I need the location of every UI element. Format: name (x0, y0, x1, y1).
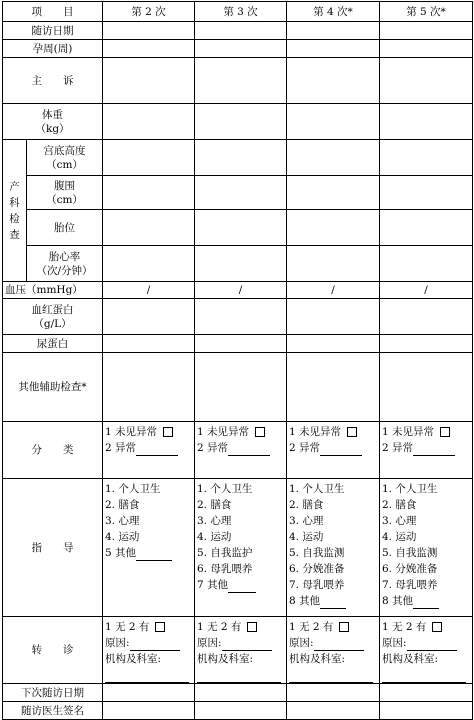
cell-aux-2[interactable] (103, 353, 195, 422)
guidance-item: 3. 心理 (197, 515, 232, 527)
fill-line[interactable] (197, 682, 281, 683)
checkbox[interactable] (247, 622, 257, 632)
cell-complaint-5[interactable] (380, 58, 473, 104)
header-item: 项 目 (3, 2, 103, 22)
cell-abdomen-5[interactable] (380, 176, 473, 210)
cell-abdomen-4[interactable] (287, 176, 380, 210)
cell-visit-date-3[interactable] (195, 22, 287, 40)
checkbox[interactable] (440, 427, 450, 437)
guidance-item: 1. 个人卫生 (289, 483, 345, 495)
referral-dept-label: 机构及科室: (289, 653, 346, 665)
label-aux-exam: 其他辅助检查* (3, 353, 103, 422)
row-aux-exam (3, 353, 473, 422)
option-normal: 1 未见异常 (197, 426, 250, 438)
label-referral: 转 诊 (3, 617, 103, 684)
label-abdomen-line1: 腹围 (54, 179, 75, 192)
cell-bp-2[interactable]: / (103, 282, 195, 299)
guidance-item: 5. 自我监护 (197, 547, 253, 559)
cell-complaint-2[interactable] (103, 58, 195, 104)
cell-fetal-pos-2[interactable] (103, 210, 195, 246)
cell-hb-5[interactable] (380, 299, 473, 335)
guidance-item: 5. 自我监测 (382, 547, 438, 559)
cell-fundal-5[interactable] (380, 140, 473, 176)
label-next-date: 下次随访日期 (3, 684, 103, 702)
cell-bp-3[interactable]: / (195, 282, 287, 299)
header-row (3, 2, 473, 22)
cell-gest-week-4[interactable] (287, 40, 380, 58)
referral-dept-label: 机构及科室: (382, 653, 439, 665)
option-abnormal: 2 异常 (289, 442, 321, 454)
guidance-item: 1. 个人卫生 (105, 483, 161, 495)
cell-urine-4[interactable] (287, 335, 380, 353)
guidance-item: 8 其他 (382, 595, 414, 607)
cell-next-date-3[interactable] (195, 684, 287, 702)
fill-line[interactable] (382, 682, 466, 683)
cell-weight-5[interactable] (380, 104, 473, 140)
header-visit-4: 第 4 次* (287, 2, 380, 22)
label-urine-protein: 尿蛋白 (3, 335, 103, 353)
label-classification: 分 类 (3, 422, 103, 479)
guidance-item: 7. 母乳喂养 (289, 579, 345, 591)
cell-urine-3[interactable] (195, 335, 287, 353)
guidance-item: 2. 膳食 (382, 499, 417, 511)
cell-classify-2[interactable] (103, 422, 195, 479)
label-visit-date: 随访日期 (3, 22, 103, 40)
guidance-item: 5 其他 (105, 547, 137, 559)
row-referral (3, 617, 473, 684)
cell-referral-4[interactable] (287, 617, 380, 684)
guidance-item: 7. 母乳喂养 (382, 579, 438, 591)
checkbox[interactable] (255, 427, 265, 437)
row-fundal-height (3, 140, 473, 176)
label-fundal-line2: （cm） (46, 158, 83, 171)
cell-hb-4[interactable] (287, 299, 380, 335)
fill-line[interactable] (228, 592, 256, 593)
cell-next-date-2[interactable] (103, 684, 195, 702)
cell-fetal-pos-5[interactable] (380, 210, 473, 246)
fill-line[interactable] (320, 455, 362, 456)
guidance-item: 2. 膳食 (197, 499, 232, 511)
cell-weight-2[interactable] (103, 104, 195, 140)
row-complaint (3, 58, 473, 104)
guidance-item: 2. 膳食 (289, 499, 324, 511)
cell-complaint-4[interactable] (287, 58, 380, 104)
cell-aux-4[interactable] (287, 353, 380, 422)
checkbox[interactable] (347, 427, 357, 437)
guidance-item: 3. 心理 (289, 515, 324, 527)
cell-fetal-pos-3[interactable] (195, 210, 287, 246)
cell-fhr-4[interactable] (287, 246, 380, 282)
cell-fundal-4[interactable] (287, 140, 380, 176)
guidance-item: 3. 心理 (382, 515, 417, 527)
row-gest-week (3, 40, 473, 58)
checkbox[interactable] (155, 622, 165, 632)
cell-aux-5[interactable] (380, 353, 473, 422)
exam-char-2: 科 (9, 196, 20, 209)
label-fetal-heart-rate (27, 246, 103, 282)
checkbox[interactable] (432, 622, 442, 632)
label-abdomen-line2: （cm） (46, 193, 83, 206)
label-fhr-line1: 胎心率 (48, 250, 81, 263)
referral-reason-label: 原因: (289, 637, 314, 649)
label-hemoglobin (3, 299, 103, 335)
referral-dept-label: 机构及科室: (105, 653, 162, 665)
cell-visit-date-5[interactable] (380, 22, 473, 40)
cell-visit-date-4[interactable] (287, 22, 380, 40)
fill-line[interactable] (105, 682, 189, 683)
label-complaint: 主 诉 (3, 58, 103, 104)
guidance-item: 4. 运动 (197, 531, 232, 543)
label-guidance: 指 导 (3, 479, 103, 617)
checkbox[interactable] (163, 427, 173, 437)
label-hb-line1: 血红蛋白 (31, 303, 74, 316)
option-normal: 1 未见异常 (289, 426, 342, 438)
cell-guidance-5[interactable] (380, 479, 473, 617)
referral-reason-label: 原因: (197, 637, 222, 649)
label-gest-week: 孕周(周) (3, 40, 103, 58)
fill-line[interactable] (289, 682, 373, 683)
label-fetal-position: 胎位 (27, 210, 103, 246)
referral-reason-label: 原因: (105, 637, 130, 649)
row-urine-protein (3, 335, 473, 353)
label-weight-line1: 体重 (42, 108, 63, 121)
guidance-item: 2. 膳食 (105, 499, 140, 511)
cell-complaint-3[interactable] (195, 58, 287, 104)
option-normal: 1 未见异常 (382, 426, 435, 438)
checkbox[interactable] (339, 622, 349, 632)
cell-fhr-3[interactable] (195, 246, 287, 282)
cell-next-date-5[interactable] (380, 684, 473, 702)
label-hb-line2: （g/L） (33, 317, 72, 330)
option-normal: 1 未见异常 (105, 426, 158, 438)
cell-hb-3[interactable] (195, 299, 287, 335)
cell-fundal-2[interactable] (103, 140, 195, 176)
cell-next-date-4[interactable] (287, 684, 380, 702)
cell-classify-4[interactable] (287, 422, 380, 479)
guidance-item: 6. 分娩准备 (382, 563, 438, 575)
cell-hb-2[interactable] (103, 299, 195, 335)
label-signature: 随访医生签名 (3, 702, 103, 720)
cell-fhr-5[interactable] (380, 246, 473, 282)
cell-referral-3[interactable] (195, 617, 287, 684)
fill-line[interactable] (228, 455, 270, 456)
cell-bp-4[interactable]: / (287, 282, 380, 299)
row-classification (3, 422, 473, 479)
fill-line[interactable] (413, 455, 455, 456)
fill-line[interactable] (320, 608, 346, 609)
cell-referral-5[interactable] (380, 617, 473, 684)
label-abdomen (27, 176, 103, 210)
fill-line[interactable] (413, 608, 439, 609)
cell-fhr-2[interactable] (103, 246, 195, 282)
cell-fundal-3[interactable] (195, 140, 287, 176)
row-guidance (3, 479, 473, 617)
cell-bp-5[interactable]: / (380, 282, 473, 299)
cell-abdomen-2[interactable] (103, 176, 195, 210)
guidance-item: 7 其他 (197, 579, 229, 591)
guidance-item: 1. 个人卫生 (382, 483, 438, 495)
label-blood-pressure: 血压（mmHg） (3, 282, 103, 299)
guidance-item: 4. 运动 (382, 531, 417, 543)
label-obstetric-exam (3, 140, 27, 282)
row-fetal-heart-rate (3, 246, 473, 282)
option-abnormal: 2 异常 (105, 442, 137, 454)
guidance-item: 5. 自我监测 (289, 547, 345, 559)
cell-guidance-3[interactable] (195, 479, 287, 617)
row-next-date (3, 684, 473, 702)
label-fhr-line2: （次/分钟） (36, 264, 93, 277)
cell-classify-5[interactable] (380, 422, 473, 479)
option-abnormal: 2 异常 (197, 442, 229, 454)
cell-gest-week-2[interactable] (103, 40, 195, 58)
cell-gest-week-3[interactable] (195, 40, 287, 58)
cell-guidance-4[interactable] (287, 479, 380, 617)
guidance-item: 8 其他 (289, 595, 321, 607)
row-hemoglobin (3, 299, 473, 335)
option-abnormal: 2 异常 (382, 442, 414, 454)
referral-reason-label: 原因: (382, 637, 407, 649)
guidance-item: 4. 运动 (105, 531, 140, 543)
guidance-item: 6. 母乳喂养 (197, 563, 253, 575)
referral-option: 1 无 2 有 (382, 621, 427, 633)
prenatal-followup-table (2, 1, 473, 720)
cell-urine-5[interactable] (380, 335, 473, 353)
header-visit-3: 第 3 次 (195, 2, 287, 22)
referral-option: 1 无 2 有 (197, 621, 242, 633)
label-fundal-line1: 宫底高度 (43, 144, 86, 157)
label-weight-line2: （kg） (35, 122, 70, 135)
cell-visit-date-2[interactable] (103, 22, 195, 40)
exam-char-3: 检 (9, 212, 20, 225)
cell-classify-3[interactable] (195, 422, 287, 479)
guidance-item: 4. 运动 (289, 531, 324, 543)
fill-line[interactable] (136, 560, 172, 561)
row-fetal-position (3, 210, 473, 246)
guidance-item: 3. 心理 (105, 515, 140, 527)
header-visit-2: 第 2 次 (103, 2, 195, 22)
cell-abdomen-3[interactable] (195, 176, 287, 210)
guidance-item: 6. 分娩准备 (289, 563, 345, 575)
label-weight (3, 104, 103, 140)
cell-fetal-pos-4[interactable] (287, 210, 380, 246)
header-visit-5: 第 5 次* (380, 2, 473, 22)
label-fundal-height (27, 140, 103, 176)
exam-char-1: 产 (9, 180, 20, 193)
cell-weight-4[interactable] (287, 104, 380, 140)
referral-dept-label: 机构及科室: (197, 653, 254, 665)
cell-guidance-2[interactable] (103, 479, 195, 617)
cell-weight-3[interactable] (195, 104, 287, 140)
exam-char-4: 查 (9, 228, 20, 241)
cell-gest-week-5[interactable] (380, 40, 473, 58)
cell-urine-2[interactable] (103, 335, 195, 353)
referral-option: 1 无 2 有 (289, 621, 334, 633)
cell-aux-3[interactable] (195, 353, 287, 422)
row-blood-pressure (3, 282, 473, 299)
guidance-item: 1. 个人卫生 (197, 483, 253, 495)
referral-option: 1 无 2 有 (105, 621, 150, 633)
row-weight (3, 104, 473, 140)
cell-referral-2[interactable] (103, 617, 195, 684)
row-abdomen (3, 176, 473, 210)
fill-line[interactable] (136, 455, 178, 456)
row-visit-date (3, 22, 473, 40)
